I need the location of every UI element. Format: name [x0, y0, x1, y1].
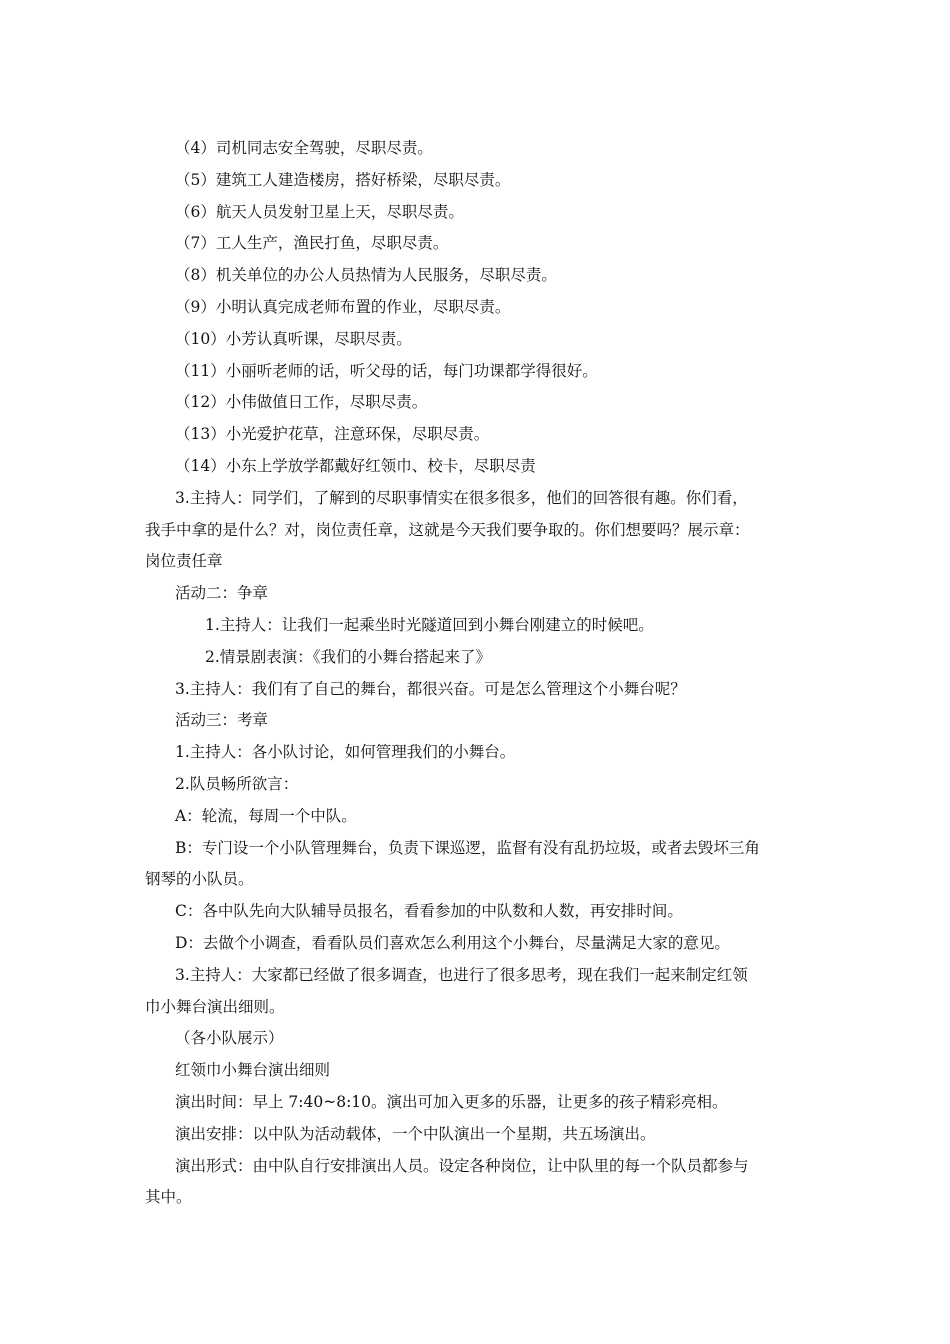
opinion-c: C：各中队先向大队辅导员报名，看看参加的中队数和人数，再安排时间。	[175, 902, 683, 921]
list-item-7: （7）工人生产，渔民打鱼，尽职尽责。	[175, 234, 449, 253]
opinion-d: D：去做个小调查，看看队员们喜欢怎么利用这个小舞台，尽量满足大家的意见。	[175, 933, 730, 952]
opinion-b-continued: 钢琴的小队员。	[145, 870, 254, 889]
host-remark-line: 我手中拿的是什么？对，岗位责任章，这就是今天我们要争取的。你们想要吗？展示章：	[145, 520, 750, 539]
activity-two-step: 1.主持人：让我们一起乘坐时光隧道回到小舞台刚建立的时候吧。	[205, 615, 654, 634]
list-item-4: （4）司机同志安全驾驶，尽职尽责。	[175, 139, 433, 157]
list-item-5: （5）建筑工人建造楼房，搭好桥梁，尽职尽责。	[175, 170, 511, 189]
opinion-a: A：轮流，每周一个中队。	[175, 806, 357, 825]
list-item-9: （9）小明认真完成老师布置的作业，尽职尽责。	[175, 297, 511, 316]
activity-three-step: 2.队员畅所欲言：	[175, 774, 299, 793]
rule-form-continued: 其中。	[145, 1188, 192, 1207]
activity-two-step: 2.情景剧表演：《我们的小舞台搭起来了》	[205, 647, 492, 666]
opinion-b: B：专门设一个小队管理舞台，负责下课巡逻，监督有没有乱扔垃圾，或者去毁坏三角	[175, 838, 760, 857]
activity-two-heading: 活动二：争章	[175, 584, 269, 603]
list-item-12: （12）小伟做值日工作，尽职尽责。	[175, 393, 428, 412]
list-item-11: （11）小丽听老师的话，听父母的话，每门功课都学得很好。	[175, 361, 598, 380]
list-item-8: （8）机关单位的办公人员热情为人民服务，尽职尽责。	[175, 266, 557, 285]
rule-form: 演出形式：由中队自行安排演出人员。设定各种岗位，让中队里的每一个队员都参与	[175, 1156, 749, 1175]
activity-three-step-continued: 巾小舞台演出细则。	[145, 997, 285, 1016]
host-remark-line: 3.主持人：同学们，了解到的尽职事情实在很多很多，他们的回答很有趣。你们看，	[175, 488, 748, 507]
squad-display-note: （各小队展示）	[175, 1029, 284, 1048]
activity-three-step: 3.主持人：大家都已经做了很多调查，也进行了很多思考，现在我们一起来制定红领	[175, 965, 748, 984]
activity-two-step: 3.主持人：我们有了自己的舞台，都很兴奋。可是怎么管理这个小舞台呢？	[175, 679, 686, 698]
rule-schedule: 演出安排：以中队为活动载体，一个中队演出一个星期，共五场演出。	[175, 1124, 656, 1143]
rules-title: 红领巾小舞台演出细则	[175, 1061, 331, 1080]
list-item-10: （10）小芳认真听课，尽职尽责。	[175, 329, 412, 348]
host-remark-line: 岗位责任章	[145, 552, 223, 571]
list-item-6: （6）航天人员发射卫星上天，尽职尽责。	[175, 202, 464, 221]
rule-time: 演出时间：早上 7:40~8:10。演出可加入更多的乐器，让更多的孩子精彩亮相。	[175, 1092, 728, 1111]
list-item-14: （14）小东上学放学都戴好红领巾、校卡，尽职尽责	[175, 456, 536, 475]
list-item-13: （13）小光爱护花草，注意环保，尽职尽责。	[175, 425, 490, 444]
activity-three-heading: 活动三：考章	[175, 711, 269, 730]
document-body	[145, 133, 810, 1214]
activity-three-step: 1.主持人：各小队讨论，如何管理我们的小舞台。	[175, 743, 516, 762]
